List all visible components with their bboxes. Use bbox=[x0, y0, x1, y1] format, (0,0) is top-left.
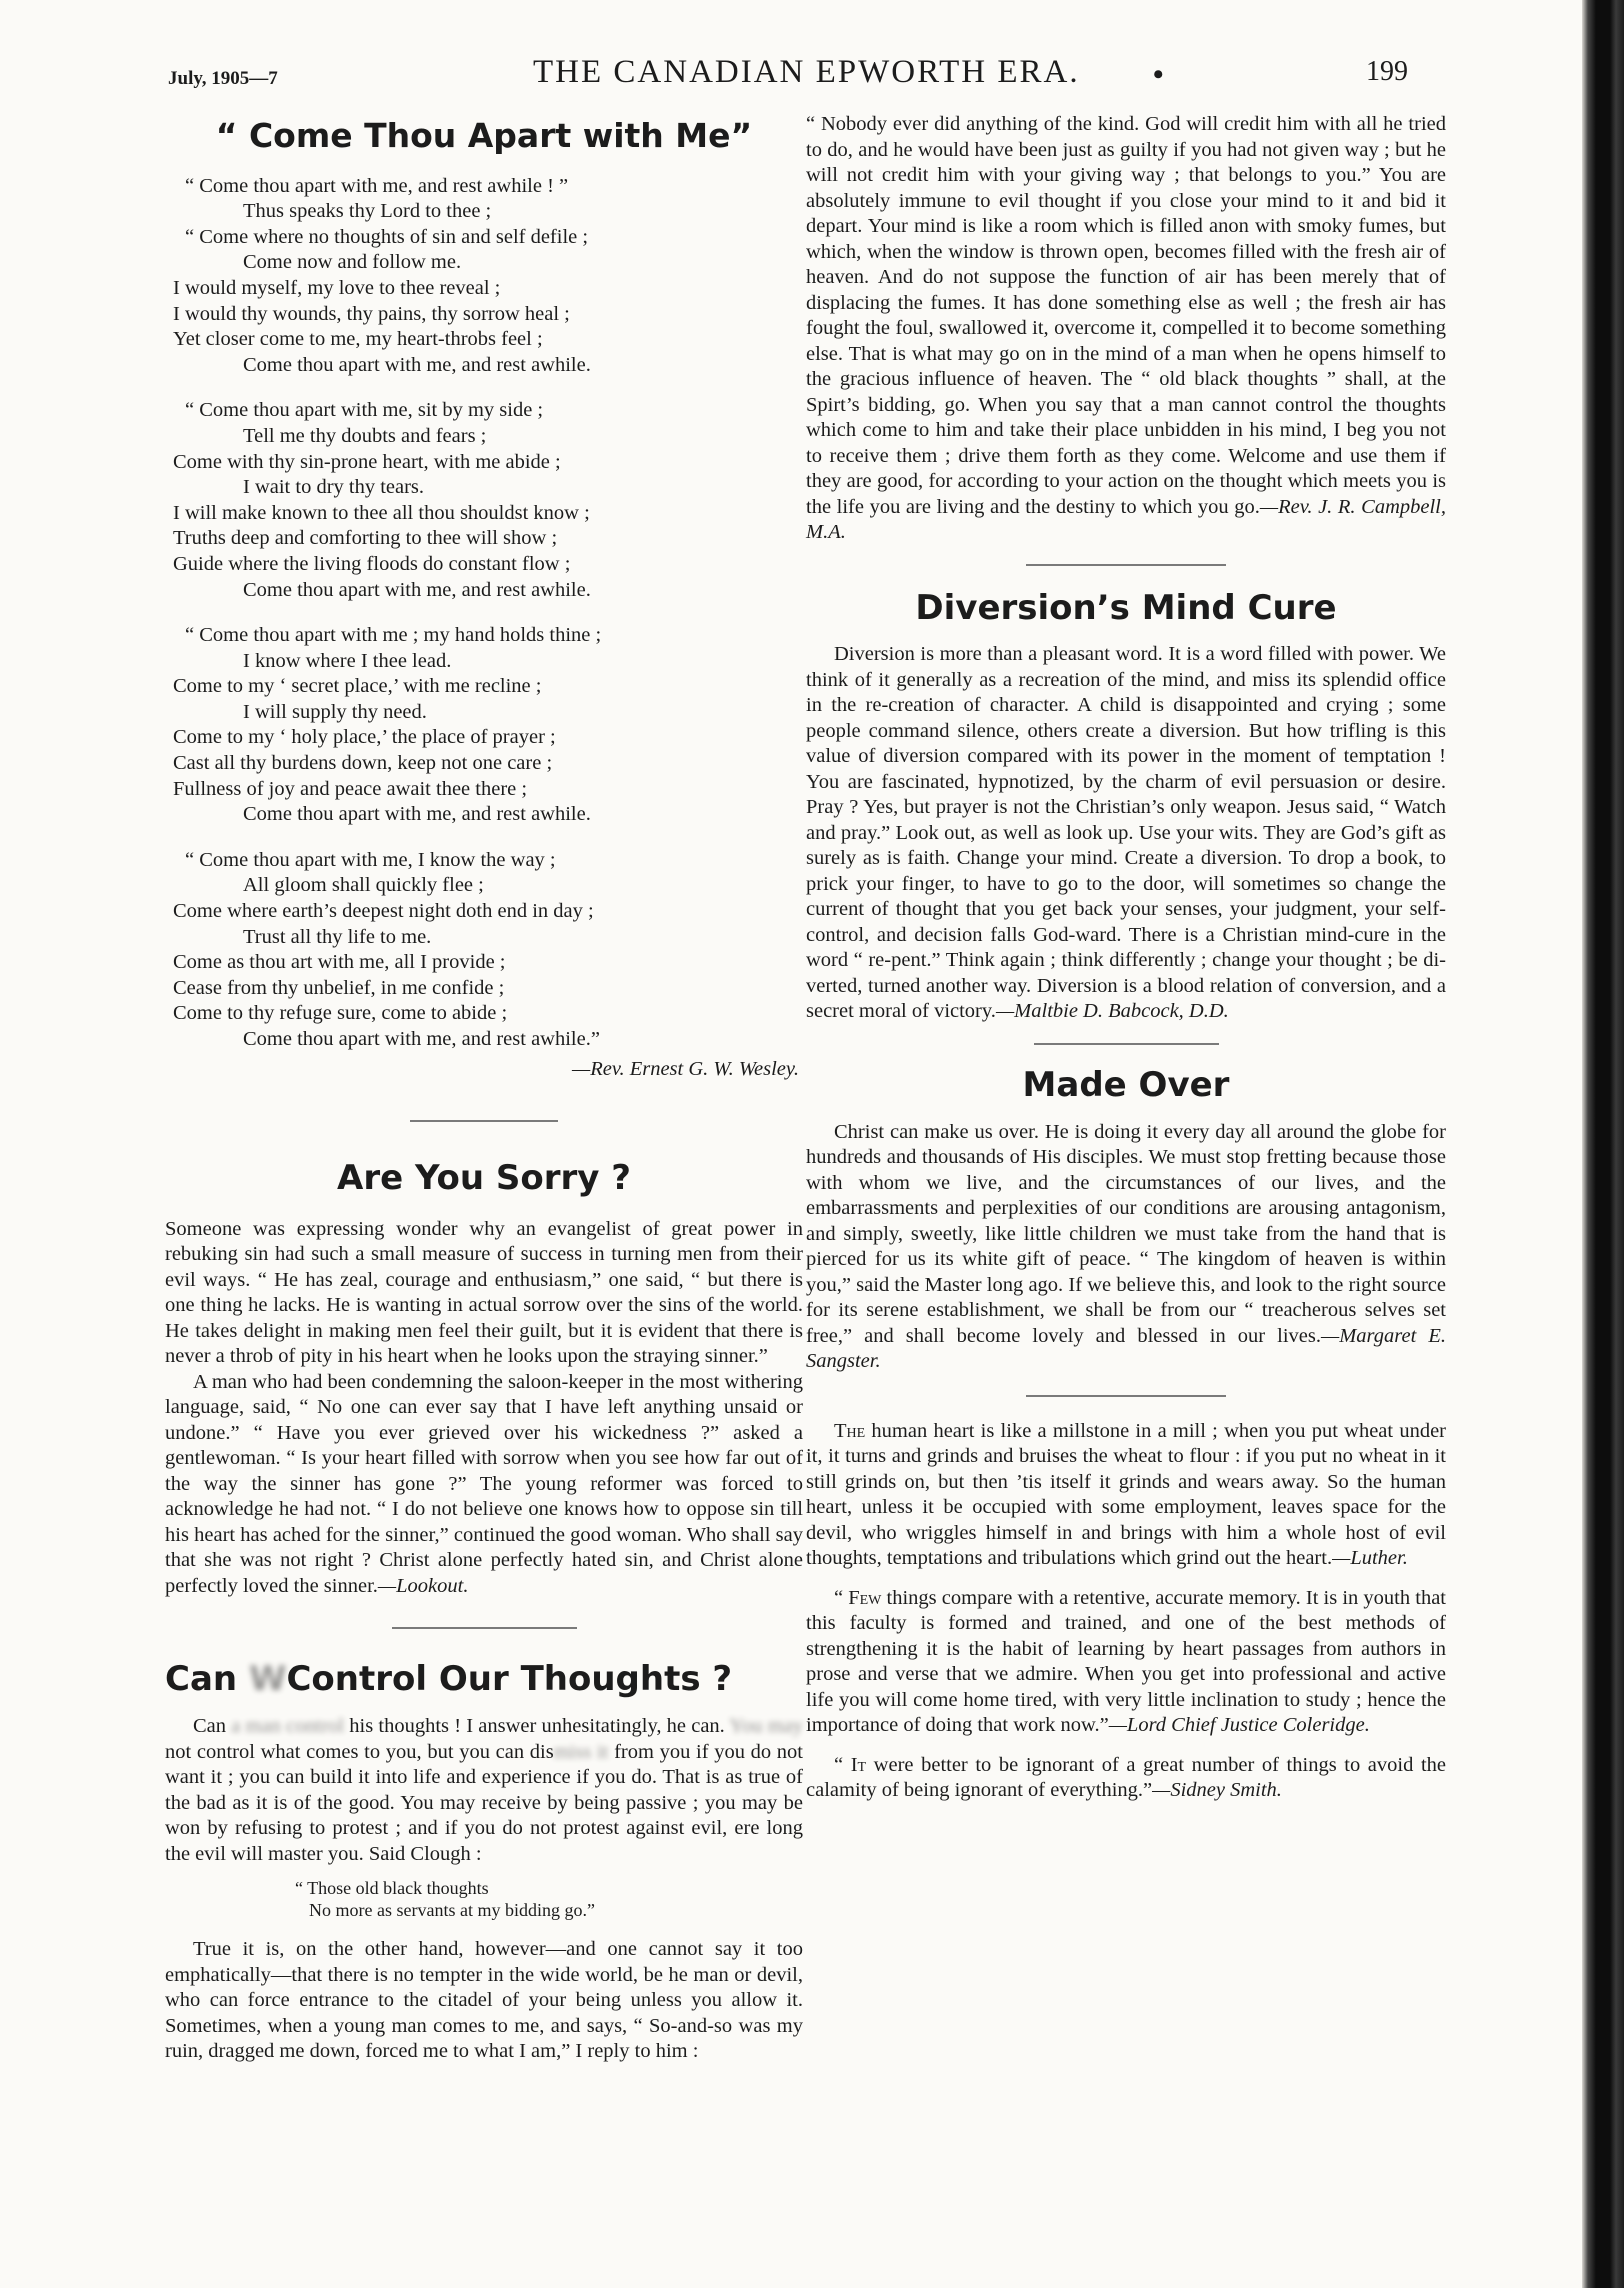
paragraph bbox=[806, 1120, 1446, 1375]
poem-stanza bbox=[173, 398, 803, 603]
poem-line: Guide where the living floods do constant flow ; bbox=[173, 552, 571, 575]
poem-line: Come thou apart with me, and rest awhile. bbox=[243, 803, 591, 826]
attribution: —Margaret E. Sangster. bbox=[806, 1324, 1446, 1373]
poem-title: “ Come Thou Apart with Me” bbox=[215, 116, 753, 155]
poem-line: I know where I thee lead. bbox=[243, 649, 452, 672]
lead-word: “ It bbox=[834, 1753, 867, 1776]
article-title-thoughts bbox=[165, 1659, 803, 1700]
title-part: Can bbox=[165, 1659, 238, 1700]
poem-line: Yet closer come to me, my heart-throbs feel ; bbox=[173, 328, 543, 351]
poem-line: “ Come thou apart with me, sit by my side ; bbox=[185, 399, 544, 422]
paragraph: Someone was expressing wonder why an evangelist of great power in rebuking sin had such a small measure of success in turning men from their evil ways. “ He has zeal, courage and enthusiasm,” one said, “ but there is one thing he lacks. He is wanting in actual sorrow over the sins of the world. He takes delight in making men feel their guilt, but it is evident that there is never a throb of pity in his heart when he looks upon the straying sinner.” bbox=[165, 1217, 803, 1368]
paragraph bbox=[806, 112, 1446, 546]
poem-stanza bbox=[173, 848, 803, 1053]
poem-line: Trust all thy life to me. bbox=[243, 925, 432, 948]
paragraph-smith bbox=[806, 1753, 1446, 1804]
poem-line: All gloom shall quickly flee ; bbox=[243, 874, 484, 897]
attribution: —Luther. bbox=[1332, 1547, 1408, 1570]
poem-line: Come to my ‘ holy place,’ the place of prayer ; bbox=[173, 726, 556, 749]
poem-line: “ Come where no thoughts of sin and self defile ; bbox=[185, 225, 589, 248]
left-column bbox=[165, 112, 803, 2065]
section-divider bbox=[1026, 1395, 1226, 1397]
article-body-thoughts-cont bbox=[165, 1937, 803, 2065]
poem-line: I would myself, my love to thee reveal ; bbox=[173, 276, 501, 299]
article-body-diversion bbox=[806, 642, 1446, 1025]
issue-date: July, 1905—7 bbox=[168, 68, 278, 89]
paragraph-luther bbox=[806, 1419, 1446, 1572]
poem-line: Come to thy refuge sure, come to abide ; bbox=[173, 1002, 508, 1025]
section-divider bbox=[392, 1627, 577, 1629]
poem-line: Come where earth’s deepest night doth end in day ; bbox=[173, 900, 594, 923]
poem-line: Come now and follow me. bbox=[243, 251, 462, 274]
poem-stanza bbox=[173, 174, 803, 379]
poem-line: Fullness of joy and peace await thee there ; bbox=[173, 777, 528, 800]
poem-line: I will make known to thee all thou shouldst know ; bbox=[173, 501, 590, 524]
article-title-made-over: Made Over bbox=[1022, 1064, 1230, 1105]
poem-line: “ Come thou apart with me, I know the way ; bbox=[185, 848, 556, 871]
text-run-faded: a man control bbox=[231, 1715, 345, 1738]
book-spine bbox=[1582, 0, 1624, 2288]
paragraph bbox=[806, 642, 1446, 1025]
section-divider bbox=[410, 1120, 558, 1122]
text-run: not control what comes to you, but you can dis bbox=[165, 1740, 554, 1763]
attribution: —Lord Chief Justice Coleridge. bbox=[1108, 1714, 1370, 1737]
poem-stanza bbox=[173, 623, 803, 828]
clough-quote bbox=[165, 1877, 803, 1921]
title-part-faded: W bbox=[248, 1659, 287, 1700]
attribution: —Lookout. bbox=[377, 1574, 469, 1597]
paragraph-text: things compare with a retentive, accurate memory. It is in youth that this faculty is formed and trained, and one of the best methods of strengthening it is the habit of learning by heart passages from authors in prose and verse that we admire. When you get into professional and active life you will come home tired, with very little inclination to study ; hence the importance of doing that work now.” bbox=[806, 1586, 1446, 1737]
quote-line: “ Those old black thoughts bbox=[295, 1878, 489, 1899]
paragraph bbox=[165, 1714, 803, 1867]
attribution: —Rev. J. R. Campbell, M.A. bbox=[806, 495, 1447, 543]
article-title-diversion: Diversion’s Mind Cure bbox=[915, 587, 1337, 628]
paragraph-text: “ Nobody ever did anything of the kind. God will credit him with all he tried to do, and he would have been just as guilty if you had not given way ; but he will not credit him with your giving way ; that belongs to you.” You are absolutely immune to evil thought if you close your mind to it and bid it depart. Your mind is like a room which is filled anon with smoky fumes, but which, when the window is thrown open, becomes filled with the fresh air of heaven. And do not suppose the function of air has been merely that of displacing the fumes. It has done something else as well ; the fresh air has fought the foul, swallowed it, overcome it, compelled it to become something else. That is what may go on in the mind of a man when he opens himself to the gracious influence of heaven. The “ old black thoughts ” shall, at the Spirt’s bidding, go. When you say that a man cannot control the thoughts which come to him and take their place unbidden in his mind, I beg you not to receive them ; drive them forth as they come. Welcome and use them if they are good, for according to your action on the thought which meets you is the life you are living and the destiny to which you go. bbox=[806, 113, 1446, 518]
article-body-made-over bbox=[806, 1120, 1446, 1375]
article-body-thoughts bbox=[165, 1714, 803, 1867]
poem-line: “ Come thou apart with me, and rest awhile ! ” bbox=[185, 174, 569, 197]
paragraph: True it is, on the other hand, however—and one cannot say it too emphatically—that there is no tempter in the wide world, be he man or devil, who can force entrance to the citadel of your being unless you allow it. Sometimes, when a young man comes to me, and says, “ So-and-so was my ruin, dragged me down, forced me to what I am,” I reply to him : bbox=[165, 1938, 803, 2063]
poem-line: Tell me thy doubts and fears ; bbox=[243, 424, 487, 447]
poem-line: Thus speaks thy Lord to thee ; bbox=[243, 200, 492, 223]
paragraph-text: human heart is like a millstone in a mill ; when you put wheat under it, it turns and grinds and bruises the wheat to flour : if you put no wheat in it still grinds on, but then ’tis itself it grinds and wears away. So the human heart, unless it be occupied with some employment, leaves space for the devil, who wriggles himself in and brings with him a whole host of evil thoughts, temptations and tribulations which grind out the heart. bbox=[806, 1419, 1446, 1570]
poem-line: Cast all thy burdens down, keep not one care ; bbox=[173, 752, 553, 775]
quote-line: No more as servants at my bidding go.” bbox=[309, 1900, 595, 1921]
lead-word: The bbox=[834, 1419, 866, 1442]
poem-line: Come thou apart with me, and rest awhile. bbox=[243, 578, 591, 601]
paragraph-text: were better to be ignorant of a great number of things to avoid the calamity of being ignorant of everything.” bbox=[806, 1753, 1446, 1802]
text-run: Can bbox=[193, 1715, 227, 1738]
paragraph-coleridge bbox=[806, 1586, 1446, 1739]
page-number: 199 bbox=[1366, 56, 1408, 87]
poem-line: I wait to dry thy tears. bbox=[243, 476, 425, 499]
text-run-faded: You may bbox=[729, 1715, 804, 1738]
poem bbox=[173, 174, 803, 1083]
poem-line: Come thou apart with me, and rest awhile. bbox=[243, 353, 591, 376]
poem-line: Come as thou art with me, all I provide ; bbox=[173, 951, 506, 974]
text-run: his thoughts ! I answer unhesitatingly, he can. bbox=[349, 1715, 725, 1738]
article-title-sorry: Are You Sorry ? bbox=[337, 1158, 631, 1199]
poem-line: I would thy wounds, thy pains, thy sorrow heal ; bbox=[173, 302, 570, 325]
paragraph-text: Christ can make us over. He is doing it every day all around the globe for hundreds and thousands of His disciples. We must stop fretting because those with whom we live, and the circumstances of our lives, and the embarrassments and perplexities of our conditions are arousing antagonism, and simply, sweetly, like little children we must take from the hand that is pierced for us its white gift of peace. “ The kingdom of heaven is within you,” said the Master long ago. If we believe this, and look to the right source for its serene establishment, we shall be from our “ treacherous selves set free,” and shall become lovely and blessed in our lives. bbox=[806, 1120, 1446, 1347]
masthead: THE CANADIAN EPWORTH ERA. bbox=[533, 54, 1080, 90]
header-dot: • bbox=[1153, 58, 1164, 91]
title-part: Control Our Thoughts ? bbox=[286, 1659, 733, 1700]
text-run: from you if you do not want it ; you can build it into life and experience if you do. That is as true of the bad as it is of the good. You may receive by being passive ; you may be won by refusing to protest ; and if you do not protest against evil, ere long the evil will master you. Said Clough : bbox=[165, 1740, 804, 1865]
paragraph-text: A man who had been condemning the saloon-keeper in the most withering language, said, “ No one can ever say that I have left anything unsaid or undone.” “ Have you ever grieved over his wickedness ?” asked a gentlewoman. “ Is your heart filled with sorrow when you see how far out of the way the sinner has gone ?” The young reformer was forced to acknowledge he had not. “ I do not believe one knows how to oppose sin till his heart has ached for the sinner,” continued the good woman. Who shall say that she was not right ? Christ alone perfectly hated sin, and Christ alone perfectly loved the sinner. bbox=[165, 1370, 803, 1597]
misc-paragraphs bbox=[806, 1419, 1446, 1804]
thoughts-continuation bbox=[806, 112, 1446, 546]
poem-line: Cease from thy unbelief, in me confide ; bbox=[173, 976, 505, 999]
paragraph-text: Diversion is more than a pleasant word. It is a word filled with power. We think of it generally as a recreation of the mind, and miss its splendid office in the re-creation of character. A child is disappointed and crying ; some people command silence, others create a diversion. But how trifling is this value of diversion compared with its power in the moment of temptation ! You are fascinated, hypnotized, by the charm of evil persuasion or desire. Pray ? Yes, but prayer is not the Christian’s only weapon. Jesus said, “ Watch and pray.” Look out, as well as look up. Use your wits. They are God’s gift as surely as is faith. Change your mind. Create a diversion. To drop a book, to prick your finger, to have to go to the door, will sometimes so change the current of thought that you get back your senses, your judgment, your self-control, and decision falls God-ward. There is a Christian mind-cure in the word “ re-pent.” Think again ; think differently ; change your thought ; be di-verted, turned another way. Diversion is a blood relation of conversion, and a secret moral of victory. bbox=[806, 643, 1446, 1023]
poem-line: “ Come thou apart with me ; my hand holds thine ; bbox=[185, 624, 602, 647]
page-header bbox=[168, 48, 1408, 98]
attribution: —Sidney Smith. bbox=[1152, 1779, 1282, 1802]
text-run-faded: miss it bbox=[553, 1740, 609, 1763]
poem-line: Come with thy sin-prone heart, with me abide ; bbox=[173, 450, 561, 473]
right-column bbox=[806, 112, 1446, 1804]
poem-line: Come to my ‘ secret place,’ with me recline ; bbox=[173, 675, 542, 698]
section-divider bbox=[1026, 564, 1226, 566]
poem-line: I will supply thy need. bbox=[243, 700, 427, 723]
poem-attribution: —Rev. Ernest G. W. Wesley. bbox=[572, 1057, 799, 1080]
attribution: —Maltbie D. Babcock, D.D. bbox=[995, 1000, 1229, 1023]
article-body-sorry bbox=[165, 1217, 803, 1600]
poem-line: Come thou apart with me, and rest awhile.” bbox=[243, 1028, 600, 1050]
lead-word: “ Few bbox=[834, 1586, 882, 1609]
paragraph bbox=[165, 1370, 803, 1600]
section-divider bbox=[1034, 1043, 1219, 1045]
poem-line: Truths deep and comforting to thee will show ; bbox=[173, 527, 558, 550]
